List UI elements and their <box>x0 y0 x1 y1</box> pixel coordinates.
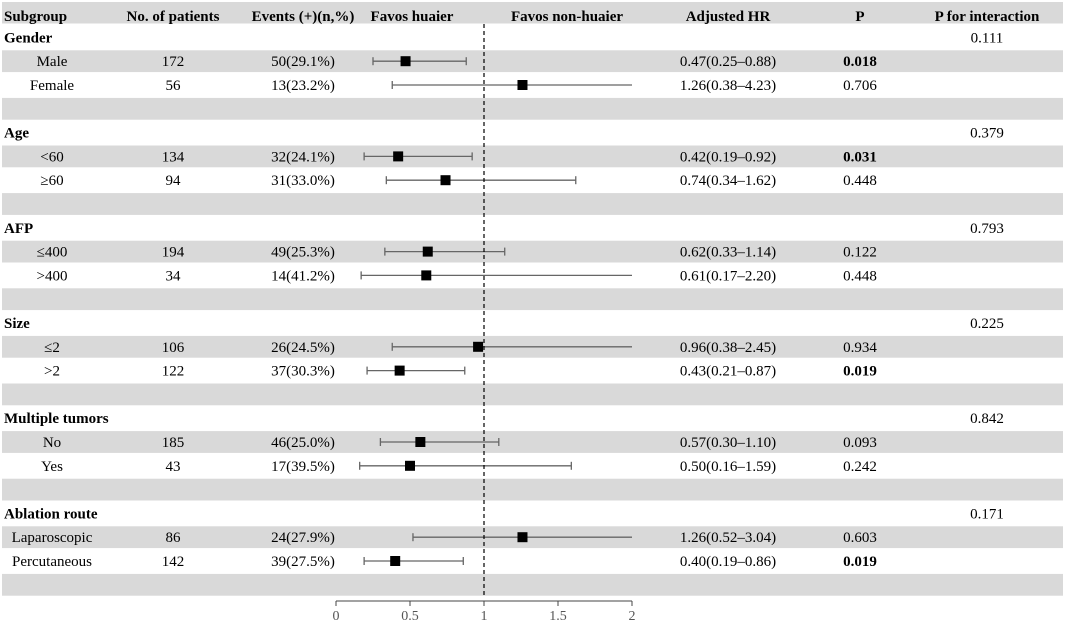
patients-value: 34 <box>165 268 181 285</box>
p-value: 0.031 <box>843 149 877 166</box>
row-shading <box>2 2 1063 596</box>
p-value: 0.122 <box>843 244 877 261</box>
group-label: AFP <box>4 220 34 237</box>
events-value: 39(27.5%) <box>271 554 335 570</box>
p-value: 0.019 <box>843 554 877 570</box>
x-tick-label: 0 <box>332 609 340 624</box>
hr-point <box>405 461 415 471</box>
subgroup-label: >2 <box>44 363 60 380</box>
events-value: 14(41.2%) <box>271 268 335 285</box>
subgroup-label: Female <box>29 78 75 94</box>
hr-point <box>517 532 527 542</box>
patients-value: 134 <box>161 149 185 166</box>
subgroup-label: ≤400 <box>36 244 68 261</box>
subgroup-label: Laparoscopic <box>11 530 93 547</box>
subgroup-label: <60 <box>40 149 64 166</box>
p-value: 0.706 <box>843 78 877 94</box>
p-interaction-value: 0.379 <box>970 125 1004 142</box>
events-value: 37(30.3%) <box>271 363 335 380</box>
patients-value: 185 <box>161 435 185 451</box>
header-patients: No. of patients <box>126 9 220 25</box>
events-value: 17(39.5%) <box>271 458 335 475</box>
patients-value: 106 <box>161 339 185 356</box>
p-value: 0.093 <box>843 435 877 451</box>
patients-value: 122 <box>161 363 185 380</box>
p-interaction-value: 0.171 <box>970 506 1004 523</box>
hr-point <box>421 270 431 280</box>
adjusted-hr-value: 0.74(0.34–1.62) <box>679 173 777 190</box>
events-value: 13(23.2%) <box>271 78 335 94</box>
patients-value: 86 <box>165 530 181 547</box>
header-events: Events (+)(n,%) <box>251 9 355 25</box>
p-value: 0.019 <box>843 363 877 380</box>
header-subgroup: Subgroup <box>4 9 68 25</box>
header-p-interaction: P for interaction <box>934 9 1040 25</box>
p-value: 0.242 <box>843 458 877 475</box>
adjusted-hr-value: 0.47(0.25–0.88) <box>679 54 777 71</box>
patients-value: 194 <box>161 244 185 261</box>
subgroup-label: Percutaneous <box>12 554 92 570</box>
p-interaction-value: 0.793 <box>970 220 1004 237</box>
events-value: 24(27.9%) <box>271 530 335 547</box>
p-interaction-value: 0.225 <box>970 316 1004 332</box>
header-favors-right: Favos non-huaier <box>510 9 624 25</box>
patients-value: 172 <box>161 54 185 71</box>
subgroup-label: Yes <box>41 458 63 475</box>
spacer-shade <box>2 193 1063 215</box>
adjusted-hr-value: 0.57(0.30–1.10) <box>679 435 777 451</box>
hr-point <box>393 151 403 161</box>
adjusted-hr-value: 0.62(0.33–1.14) <box>679 244 777 261</box>
group-label: Multiple tumors <box>4 411 109 428</box>
adjusted-hr-value: 0.43(0.21–0.87) <box>679 363 777 380</box>
adjusted-hr-value: 0.50(0.16–1.59) <box>679 458 777 475</box>
header-adjusted-hr: Adjusted HR <box>685 9 771 25</box>
events-value: 49(25.3%) <box>271 244 335 261</box>
p-interaction-value: 0.111 <box>970 30 1004 47</box>
patients-value: 142 <box>161 554 185 570</box>
p-interaction-value: 0.842 <box>970 411 1004 428</box>
adjusted-hr-value: 0.42(0.19–0.92) <box>679 149 777 166</box>
header-favors-left: Favos huaier <box>370 9 454 25</box>
events-value: 32(24.1%) <box>271 149 335 166</box>
spacer-shade <box>2 98 1063 120</box>
subgroup-label: ≤2 <box>44 339 60 356</box>
group-label: Ablation route <box>4 506 98 523</box>
hr-point <box>390 556 400 566</box>
patients-value: 94 <box>165 173 181 190</box>
subgroup-label: Male <box>36 54 68 71</box>
x-axis <box>333 601 636 624</box>
hr-point <box>441 175 451 185</box>
group-label: Size <box>4 316 30 332</box>
events-value: 31(33.0%) <box>271 173 335 190</box>
p-value: 0.448 <box>843 268 877 285</box>
hr-point <box>473 342 483 352</box>
events-value: 26(24.5%) <box>271 339 335 356</box>
patients-value: 56 <box>165 78 181 94</box>
adjusted-hr-value: 0.96(0.38–2.45) <box>679 339 777 356</box>
group-label: Gender <box>4 30 53 47</box>
subgroup-label: ≥60 <box>40 173 64 190</box>
x-tick-label: 1.5 <box>549 609 567 624</box>
p-value: 0.018 <box>843 54 877 71</box>
spacer-shade <box>2 574 1063 596</box>
p-value: 0.934 <box>843 339 877 356</box>
x-tick-label: 1 <box>480 609 488 624</box>
x-tick-label: 0.5 <box>401 609 419 624</box>
hr-point <box>415 437 425 447</box>
hr-point <box>423 247 433 257</box>
spacer-shade <box>2 384 1063 406</box>
x-tick-label: 2 <box>628 609 636 624</box>
adjusted-hr-value: 0.40(0.19–0.86) <box>679 554 777 570</box>
header-p: P <box>855 9 865 25</box>
p-value: 0.603 <box>843 530 877 547</box>
hr-point <box>395 366 405 376</box>
adjusted-hr-value: 1.26(0.38–4.23) <box>679 78 777 94</box>
subgroup-label: No <box>42 435 62 451</box>
adjusted-hr-value: 0.61(0.17–2.20) <box>679 268 777 285</box>
events-value: 50(29.1%) <box>271 54 335 71</box>
adjusted-hr-value: 1.26(0.52–3.04) <box>679 530 777 547</box>
patients-value: 43 <box>165 458 181 475</box>
hr-point <box>401 56 411 66</box>
hr-point <box>517 80 527 90</box>
p-value: 0.448 <box>843 173 877 190</box>
subgroup-label: >400 <box>36 268 68 285</box>
group-label: Age <box>4 125 29 142</box>
spacer-shade <box>2 479 1063 501</box>
spacer-shade <box>2 288 1063 310</box>
events-value: 46(25.0%) <box>271 435 335 451</box>
